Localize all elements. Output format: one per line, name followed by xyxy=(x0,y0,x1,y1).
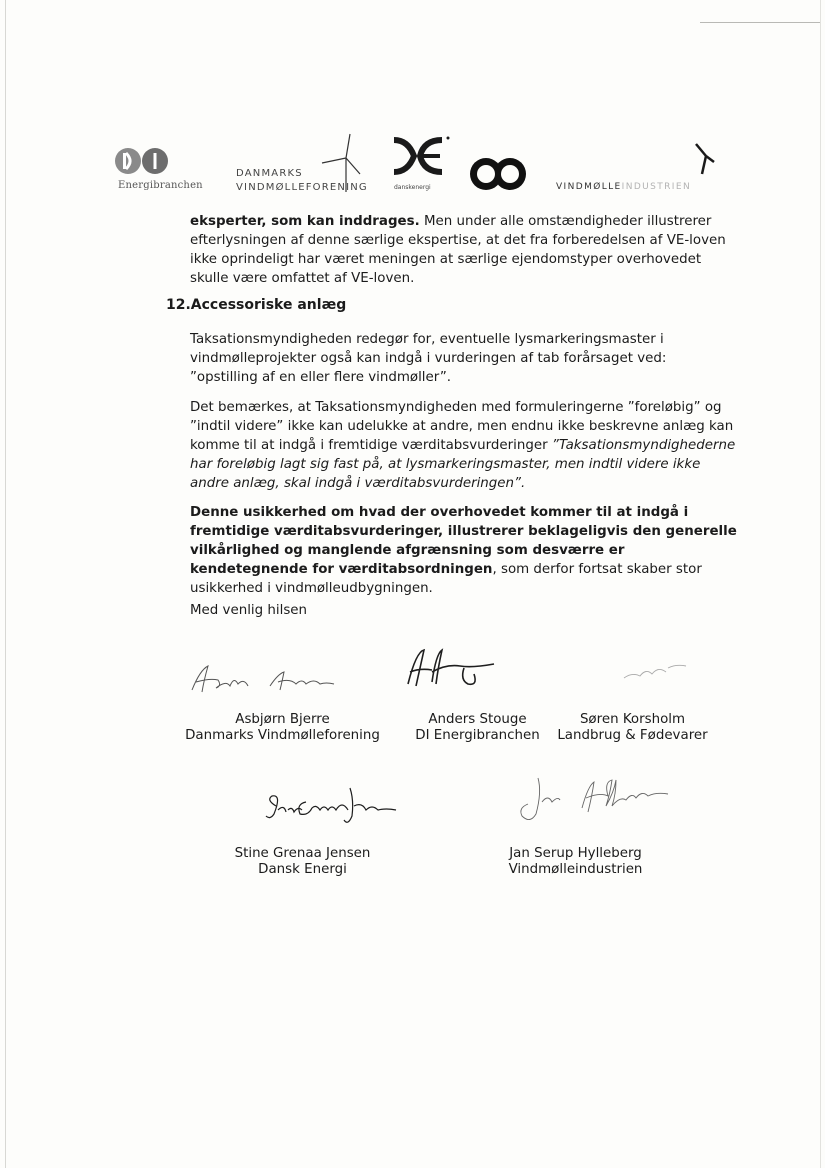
text-line: , som derfor fortsat skaber stor xyxy=(492,562,702,577)
italic-text: ”Taksationsmyndighederne xyxy=(551,438,736,453)
text-line: ikke oprindeligt har været meningen at særlige ejendomstyper overhovedet xyxy=(190,252,702,267)
signer-organization: Vindmølleindustrien xyxy=(508,862,643,877)
bold-text: kendetegnende for værditabsordningen xyxy=(190,562,493,577)
italic-text: har foreløbig lagt sig fast på, at lysmarkeringsmaster, men indtil videre ikke xyxy=(190,457,701,472)
text-line: komme til at indgå i fremtidige værditabsvurderinger xyxy=(190,438,552,453)
scan-artifact-line xyxy=(700,22,820,23)
signature-anders-stouge xyxy=(402,646,502,694)
bold-text: Denne usikkerhed om hvad der overhovedet kommer til at indgå i xyxy=(190,505,689,520)
signer-organization: DI Energibranchen xyxy=(415,728,540,743)
signer-block xyxy=(473,846,678,878)
vindmolleindustrien-logo xyxy=(556,140,726,196)
text-line: ”indtil videre” ikke kan udelukke at andre, men endnu ikke beskrevne anlæg kan xyxy=(190,419,734,434)
logo-text: Energibranchen xyxy=(118,180,203,191)
text-line: efterlysningen af denne særlige ekspertise, at det fra forberedelsen af VE-loven xyxy=(190,233,726,248)
landbrug-fodevarer-mark-icon xyxy=(468,150,528,196)
signer-block xyxy=(530,712,735,744)
signer-name: Asbjørn Bjerre xyxy=(235,712,330,727)
bold-text: eksperter, som kan inddrages. xyxy=(190,214,420,229)
signer-block xyxy=(200,846,405,878)
signer-name: Stine Grenaa Jensen xyxy=(234,846,371,861)
text-line: vindmølleprojekter også kan indgå i vurderingen af tab forårsaget ved: xyxy=(190,351,667,366)
logo-text: DANMARKS xyxy=(236,168,303,179)
logo-text: danskenergi xyxy=(394,184,431,191)
paragraph-uncertainty xyxy=(190,503,737,598)
signature-stine-grenaa-jensen xyxy=(262,780,402,830)
text-line: Men under alle omstændigheder illustrerer xyxy=(419,214,712,229)
dansk-energi-mark-icon xyxy=(390,134,454,184)
danmarks-vindmolleforening-logo xyxy=(236,134,368,196)
landbrug-fodevarer-logo xyxy=(468,150,528,196)
signature-jan-serup-hylleberg xyxy=(508,772,678,828)
signer-name: Jan Serup Hylleberg xyxy=(509,846,642,861)
bold-text: vilkårlighed og manglende afgrænsning som desværre er xyxy=(190,543,625,558)
text-line: ”opstilling af en eller flere vindmøller”. xyxy=(190,370,452,385)
text-line: Taksationsmyndigheden redegør for, eventuelle lysmarkeringsmaster i xyxy=(190,332,664,347)
signer-name: Anders Stouge xyxy=(428,712,527,727)
signer-block xyxy=(180,712,385,744)
page-edge xyxy=(5,0,6,1168)
signature-asbjorn-bjerre xyxy=(186,660,336,700)
logo-text-faded: INDUSTRIEN xyxy=(621,182,692,192)
signer-organization: Landbrug & Fødevarer xyxy=(557,728,708,743)
closing-greeting: Med venlig hilsen xyxy=(190,603,308,618)
bold-text: fremtidige værditabsvurderinger, illustrerer beklageligvis den generelle xyxy=(190,524,737,539)
logo-text: VINDMØLLEFORENING xyxy=(236,182,368,193)
di-energibranchen-logo xyxy=(114,146,224,192)
page-edge xyxy=(820,0,821,1168)
signer-organization: Danmarks Vindmølleforening xyxy=(185,728,380,743)
turbine-blades-icon xyxy=(556,140,726,180)
italic-text: andre anlæg, skal indgå i værditabsvurderingen”. xyxy=(190,476,526,491)
text-line: Det bemærkes, at Taksationsmyndigheden med formuleringerne ”foreløbig” og xyxy=(190,400,722,415)
logo-text-bold: VINDMØLLE xyxy=(556,182,622,192)
dansk-energi-logo xyxy=(390,134,454,198)
section-heading: 12.Accessoriske anlæg xyxy=(166,297,347,313)
text-line: skulle være omfattet af VE-loven. xyxy=(190,271,415,286)
paragraph-preliminary xyxy=(190,398,736,493)
signer-name: Søren Korsholm xyxy=(579,712,686,727)
logo-text xyxy=(556,182,691,192)
di-circles-icon xyxy=(114,146,174,178)
text-line: usikkerhed i vindmølleudbygningen. xyxy=(190,581,433,596)
paragraph-light-masts xyxy=(190,330,730,387)
signature-soren-korsholm xyxy=(616,654,696,688)
signer-organization: Dansk Energi xyxy=(258,862,347,877)
paragraph-experts xyxy=(190,212,730,288)
